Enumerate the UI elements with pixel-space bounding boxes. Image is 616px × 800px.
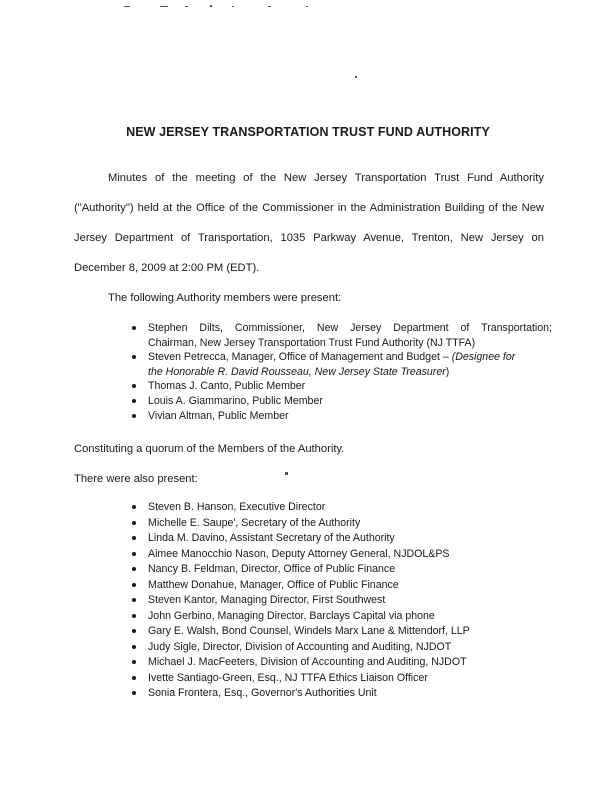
bullet-icon <box>132 629 136 633</box>
bullet-icon <box>132 645 136 649</box>
bullet-icon <box>132 536 136 540</box>
list-item <box>132 394 552 409</box>
bullet-icon <box>132 326 136 330</box>
list-item <box>132 350 552 379</box>
bullet-icon <box>132 521 136 525</box>
designee-note: (Designee for <box>451 351 516 364</box>
list-item <box>132 655 552 671</box>
bullet-icon <box>132 384 136 388</box>
attendee: Gary E. Walsh, Bond Counsel, Windels Marx Lane & Mittendorf, LLP <box>148 625 470 637</box>
attendee: Steven Kantor, Managing Director, First Southwest <box>148 594 386 606</box>
quorum-statement: Constituting a quorum of the Members of the Authority. <box>74 443 345 455</box>
present-intro: There were also present: <box>74 473 198 485</box>
bullet-icon <box>132 691 136 695</box>
list-item <box>132 409 552 424</box>
scan-speck <box>210 5 212 7</box>
scan-speck <box>268 6 271 7</box>
list-item <box>132 624 552 640</box>
present-list <box>132 500 552 702</box>
list-item <box>132 609 552 625</box>
attendee: Ivette Santiago-Green, Esq., NJ TTFA Ethics Liaison Officer <box>148 671 428 684</box>
scan-speck <box>160 6 168 7</box>
member-line: ) <box>445 365 450 378</box>
attendee: John Gerbino, Managing Director, Barclays Capital via phone <box>148 609 435 622</box>
scan-speck <box>306 6 308 7</box>
scan-speck <box>124 6 130 7</box>
bullet-icon <box>132 660 136 664</box>
intro-line: Minutes of the meeting of the New Jersey Transportation Trust Fund Authority <box>108 172 544 184</box>
bullet-icon <box>132 598 136 602</box>
attendee: Matthew Donahue, Manager, Office of Public Finance <box>148 578 399 591</box>
designee-note: the Honorable R. David Rousseau, New Jersey State Treasurer <box>148 365 446 378</box>
list-item <box>132 379 552 394</box>
intro-line: Jersey Department of Transportation, 1035 Parkway Avenue, Trenton, New Jersey on <box>74 232 544 244</box>
members-intro: The following Authority members were present: <box>108 292 342 304</box>
list-item <box>132 593 552 609</box>
intro-line: ("Authority") held at the Office of the Commissioner in the Administration Building of the New <box>74 202 544 214</box>
document-title: NEW JERSEY TRANSPORTATION TRUST FUND AUTHORITY <box>126 125 490 139</box>
intro-paragraph <box>74 172 544 292</box>
member-line: Vivian Altman, Public Member <box>148 409 289 422</box>
members-list <box>132 321 552 423</box>
member-line: Chairman, New Jersey Transportation Trust Fund Authority (NJ TTFA) <box>148 336 476 349</box>
list-item <box>132 516 552 532</box>
list-item <box>132 562 552 578</box>
list-item <box>132 578 552 594</box>
bullet-icon <box>132 583 136 587</box>
bullet-icon <box>132 355 136 359</box>
scan-speck <box>355 76 357 78</box>
scan-speck <box>232 6 234 7</box>
attendee: Nancy B. Feldman, Director, Office of Public Finance <box>148 563 396 575</box>
bullet-icon <box>132 414 136 418</box>
list-item <box>132 640 552 656</box>
list-item <box>132 671 552 687</box>
attendee: Michael J. MacFeeters, Division of Accounting and Auditing, NJDOT <box>148 656 467 668</box>
member-line: Thomas J. Canto, Public Member <box>148 380 306 393</box>
list-item <box>132 531 552 547</box>
list-item <box>132 547 552 563</box>
bullet-icon <box>132 552 136 556</box>
scan-speck <box>285 472 288 475</box>
attendee: Linda M. Davino, Assistant Secretary of the Authority <box>148 532 395 544</box>
list-item <box>132 321 552 350</box>
scan-speck <box>185 6 188 7</box>
attendee: Aimee Manocchio Nason, Deputy Attorney General, NJDOL&PS <box>148 547 450 560</box>
attendee: Steven B. Hanson, Executive Director <box>148 501 326 513</box>
bullet-icon <box>132 614 136 618</box>
member-line: Stephen Dilts, Commissioner, New Jersey Department of Transportation; <box>148 322 552 334</box>
bullet-icon <box>132 676 136 680</box>
list-item <box>132 500 552 516</box>
attendee: Michelle E. Saupe', Secretary of the Authority <box>148 516 361 529</box>
member-line: Steven Petrecca, Manager, Office of Management and Budget – <box>148 351 452 364</box>
bullet-icon <box>132 567 136 571</box>
member-line: Louis A. Giammarino, Public Member <box>148 394 323 407</box>
intro-line: December 8, 2009 at 2:00 PM (EDT). <box>74 262 260 274</box>
bullet-icon <box>132 399 136 403</box>
attendee: Sonia Frontera, Esq., Governor's Authorities Unit <box>148 687 377 699</box>
list-item <box>132 686 552 702</box>
attendee: Judy Sigle, Director, Division of Accounting and Auditing, NJDOT <box>148 640 452 653</box>
bullet-icon <box>132 505 136 509</box>
